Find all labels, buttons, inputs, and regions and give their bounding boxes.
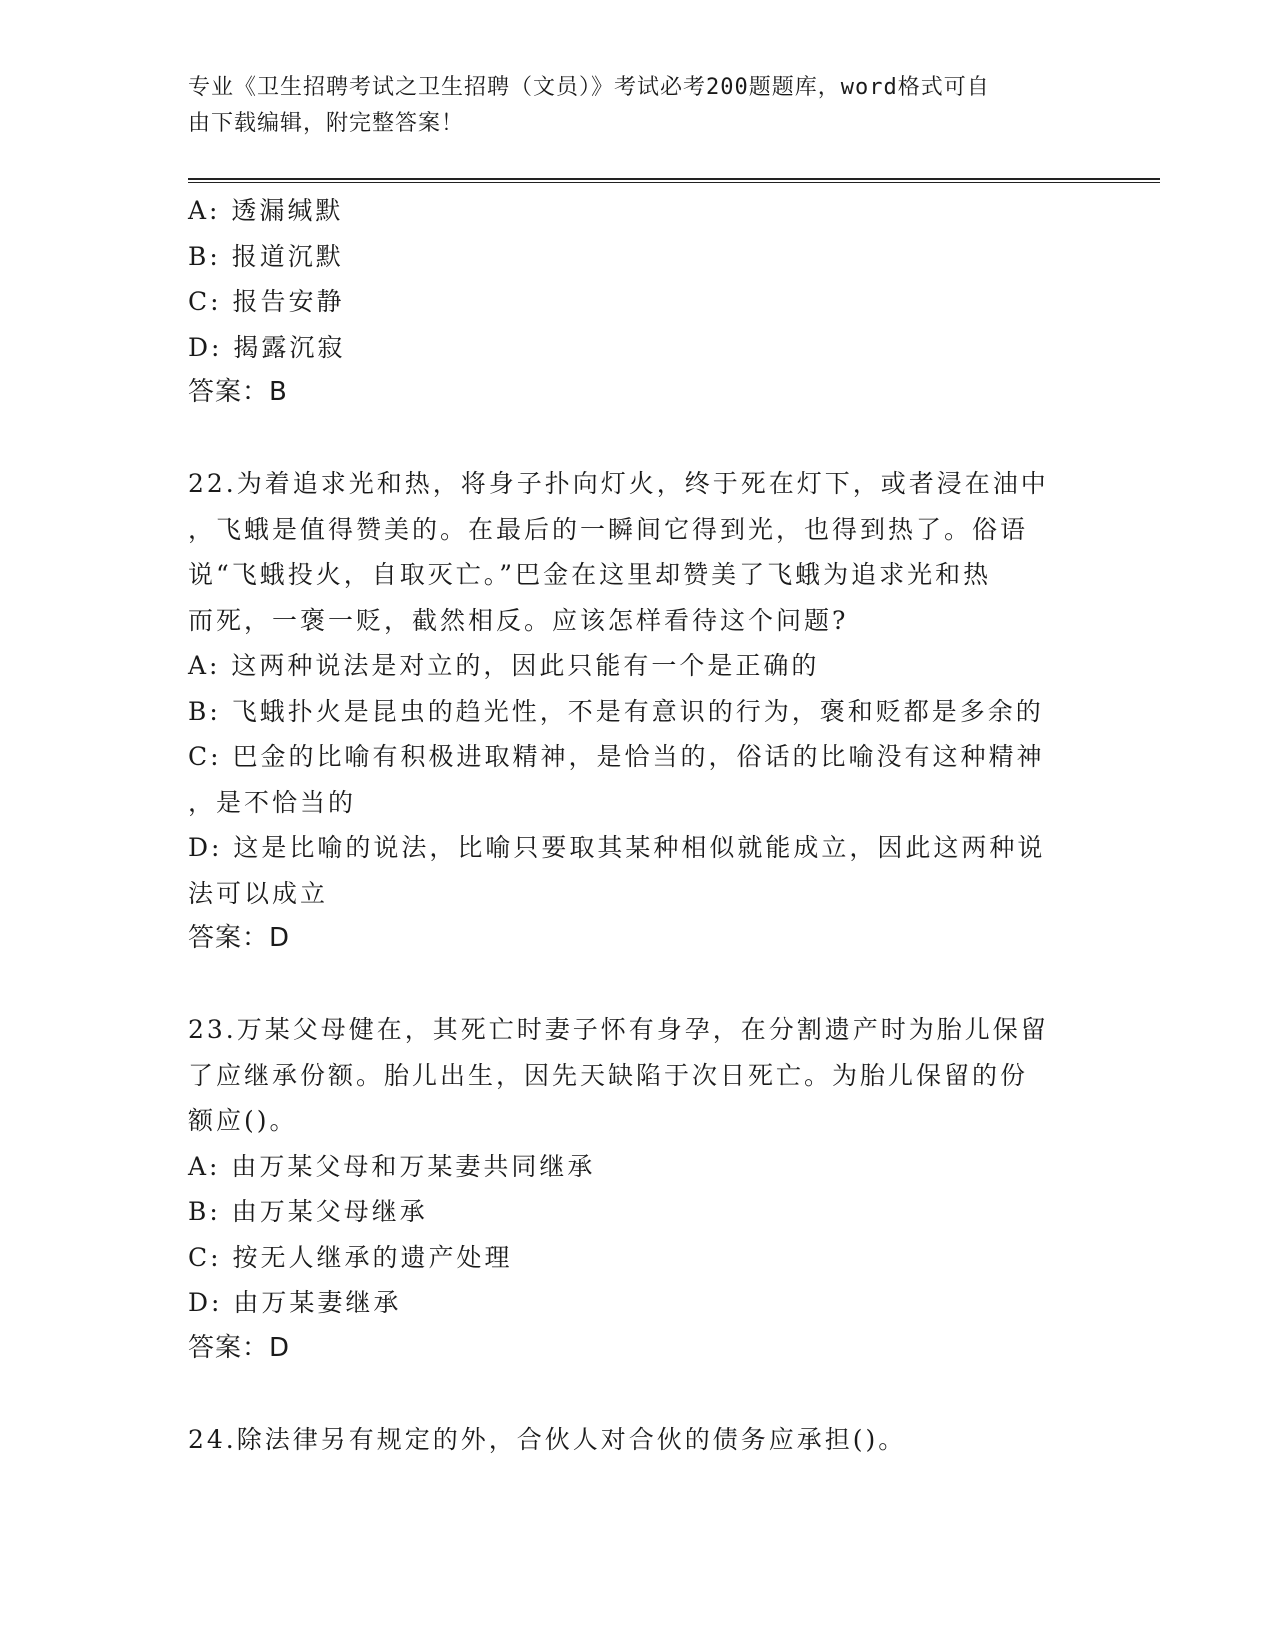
answer: 答案：D	[188, 1332, 291, 1363]
option-b: B: 飞蛾扑火是昆虫的趋光性，不是有意识的行为，褒和贬都是多余的	[188, 696, 1044, 726]
header-divider	[188, 178, 1160, 183]
question-stem: 说“飞蛾投火，自取灭亡。”巴金在这里却赞美了飞蛾为追求光和热	[188, 560, 992, 589]
option-b: B: 由万某父母继承	[188, 1197, 428, 1226]
question-content	[188, 188, 1088, 1462]
question-stem: 22.为着追求光和热，将身子扑向灯火，终于死在灯下，或者浸在油中	[188, 469, 1049, 498]
header-line-2: 由下载编辑，附完整答案！	[188, 111, 465, 136]
question-stem: 额应()。	[188, 1106, 298, 1135]
question-stem: 23.万某父母健在，其死亡时妻子怀有身孕，在分割遗产时为胎儿保留	[188, 1015, 1049, 1044]
option-c: C: 报告安静	[188, 287, 345, 316]
answer: 答案：D	[188, 923, 291, 953]
spacer	[188, 416, 1088, 462]
option-d: D: 这是比喻的说法，比喻只要取其某种相似就能成立，因此这两种说	[188, 833, 1046, 862]
option-b: B: 报道沉默	[188, 241, 344, 271]
option-c: C: 按无人继承的遗产处理	[188, 1242, 513, 1272]
question-21	[188, 188, 1088, 416]
question-stem: 而死，一褒一贬，截然相反。应该怎样看待这个问题?	[188, 605, 849, 635]
question-stem: 24.除法律另有规定的外，合伙人对合伙的债务应承担()。	[188, 1424, 907, 1454]
document-header	[188, 70, 1088, 142]
question-23	[188, 1007, 1088, 1371]
option-c: C: 巴金的比喻有积极进取精神，是恰当的，俗话的比喻没有这种精神	[188, 742, 1045, 771]
question-22	[188, 461, 1088, 962]
spacer	[188, 962, 1088, 1008]
question-24	[188, 1417, 1088, 1463]
option-d: D: 由万某妻继承	[188, 1288, 402, 1317]
question-stem: ，飞蛾是值得赞美的。在最后的一瞬间它得到光，也得到热了。俗语	[188, 514, 1029, 544]
header-line-1: 专业《卫生招聘考试之卫生招聘（文员）》考试必考200题题库，word格式可自	[188, 75, 990, 100]
option-a: A: 这两种说法是对立的，因此只能有一个是正确的	[188, 651, 820, 680]
option-a: A: 由万某父母和万某妻共同继承	[188, 1151, 596, 1181]
spacer	[188, 1371, 1088, 1417]
option-d: D: 揭露沉寂	[188, 332, 346, 362]
option-c-continued: ，是不恰当的	[188, 787, 357, 817]
option-d-continued: 法可以成立	[188, 878, 329, 908]
answer: 答案：B	[188, 377, 288, 407]
option-a: A: 透漏缄默	[188, 196, 344, 225]
question-stem: 了应继承份额。胎儿出生，因先天缺陷于次日死亡。为胎儿保留的份	[188, 1060, 1029, 1090]
